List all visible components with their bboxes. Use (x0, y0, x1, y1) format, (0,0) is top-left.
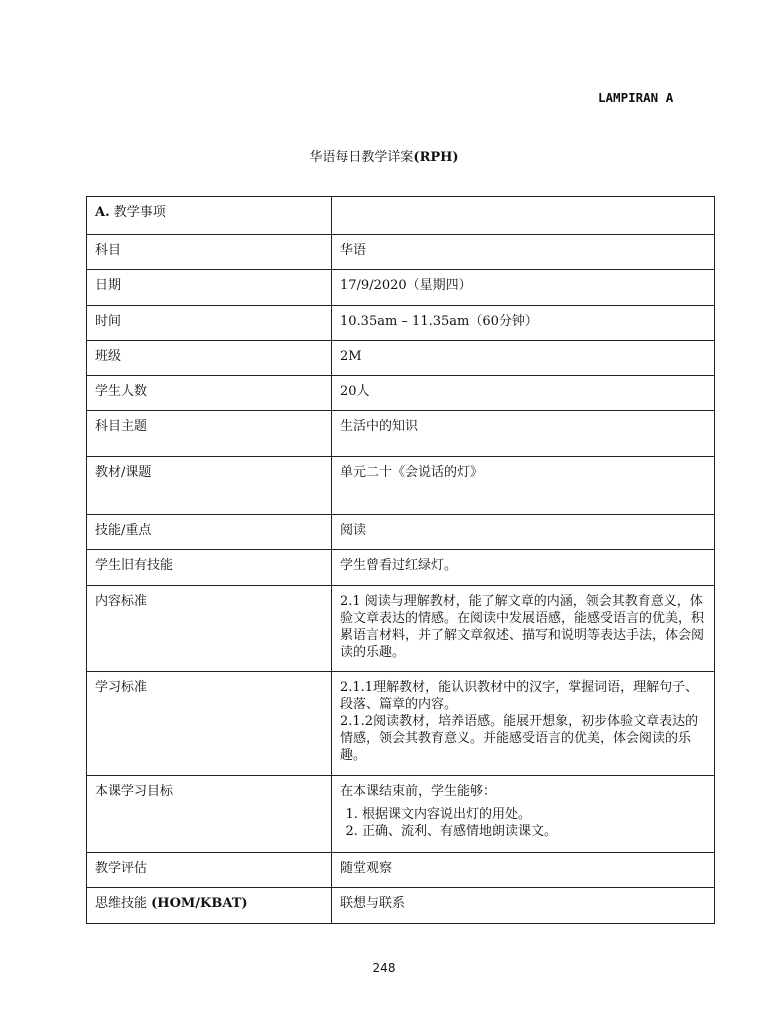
label-code: (HOM/KBAT) (151, 896, 248, 911)
row-label: 技能/重点 (87, 515, 332, 550)
table-row (87, 550, 715, 586)
row-label: 教学评估 (87, 853, 332, 888)
row-label: 科目主题 (87, 411, 332, 457)
document-title (0, 146, 768, 165)
table-row (87, 376, 715, 411)
list-item: 1. 根据课文内容说出灯的用处。 (362, 806, 706, 823)
table-row (87, 853, 715, 888)
row-value: 17/9/2020（星期四） (332, 270, 715, 306)
section-value-cell (332, 197, 715, 235)
row-label: 学习标准 (87, 672, 332, 776)
table-row (87, 197, 715, 235)
row-value: 生活中的知识 (332, 411, 715, 457)
row-value: 华语 (332, 235, 715, 270)
objectives-list (340, 806, 706, 840)
standard-item: 2.1.2阅读教材，培养语感。能展开想象，初步体验文章表达的情感，领会其教育意义。并能感受语言的优美，体会阅读的乐趣。 (340, 714, 699, 763)
table-row (87, 306, 715, 341)
appendix-label: LAMPIRAN A (598, 90, 674, 105)
row-label: 教材/课题 (87, 457, 332, 515)
label-main: 思维技能 (95, 896, 148, 911)
section-label: 教学事项 (113, 205, 166, 220)
title-text: 华语每日教学详案 (309, 150, 414, 165)
row-label: 学生人数 (87, 376, 332, 411)
section-header-cell (87, 197, 332, 235)
table-row (87, 341, 715, 376)
row-value: 随堂观察 (332, 853, 715, 888)
row-value: 联想与联系 (332, 888, 715, 924)
row-value: 2.1 阅读与理解教材，能了解文章的内涵，领会其教育意义，体验文章表达的情感。在阅读中发展语感，能感受语言的优美，积累语言材料，并了解文章叙述、描写和说明等表达手法，体会阅读的乐趣。 (332, 586, 715, 672)
table-row (87, 235, 715, 270)
table-row (87, 888, 715, 924)
row-value (332, 672, 715, 776)
standard-item: 2.1.1理解教材，能认识教材中的汉字，掌握词语，理解句子、段落、篇章的内容。 (340, 680, 699, 712)
row-label: 本课学习目标 (87, 776, 332, 853)
row-label: 日期 (87, 270, 332, 306)
row-value: 20人 (332, 376, 715, 411)
table-row (87, 515, 715, 550)
row-label: 学生旧有技能 (87, 550, 332, 586)
row-label (87, 888, 332, 924)
row-value: 2M (332, 341, 715, 376)
list-item: 2. 正确、流利、有感情地朗读课文。 (362, 823, 706, 840)
table-row (87, 672, 715, 776)
table-row (87, 776, 715, 853)
row-value: 单元二十《会说话的灯》 (332, 457, 715, 515)
row-value: 阅读 (332, 515, 715, 550)
table-row (87, 270, 715, 306)
row-value: 10.35am – 11.35am（60分钟） (332, 306, 715, 341)
row-value (332, 776, 715, 853)
row-label: 时间 (87, 306, 332, 341)
row-label: 内容标准 (87, 586, 332, 672)
table-row (87, 457, 715, 515)
row-label: 科目 (87, 235, 332, 270)
row-label: 班级 (87, 341, 332, 376)
row-value: 学生曾看过红绿灯。 (332, 550, 715, 586)
objectives-intro: 在本课结束前，学生能够： (340, 784, 497, 799)
table-row (87, 586, 715, 672)
table-row (87, 411, 715, 457)
title-suffix: (RPH) (413, 150, 459, 165)
lesson-plan-table (86, 196, 715, 924)
section-marker: A. (95, 205, 110, 220)
page-number: 248 (372, 961, 396, 975)
